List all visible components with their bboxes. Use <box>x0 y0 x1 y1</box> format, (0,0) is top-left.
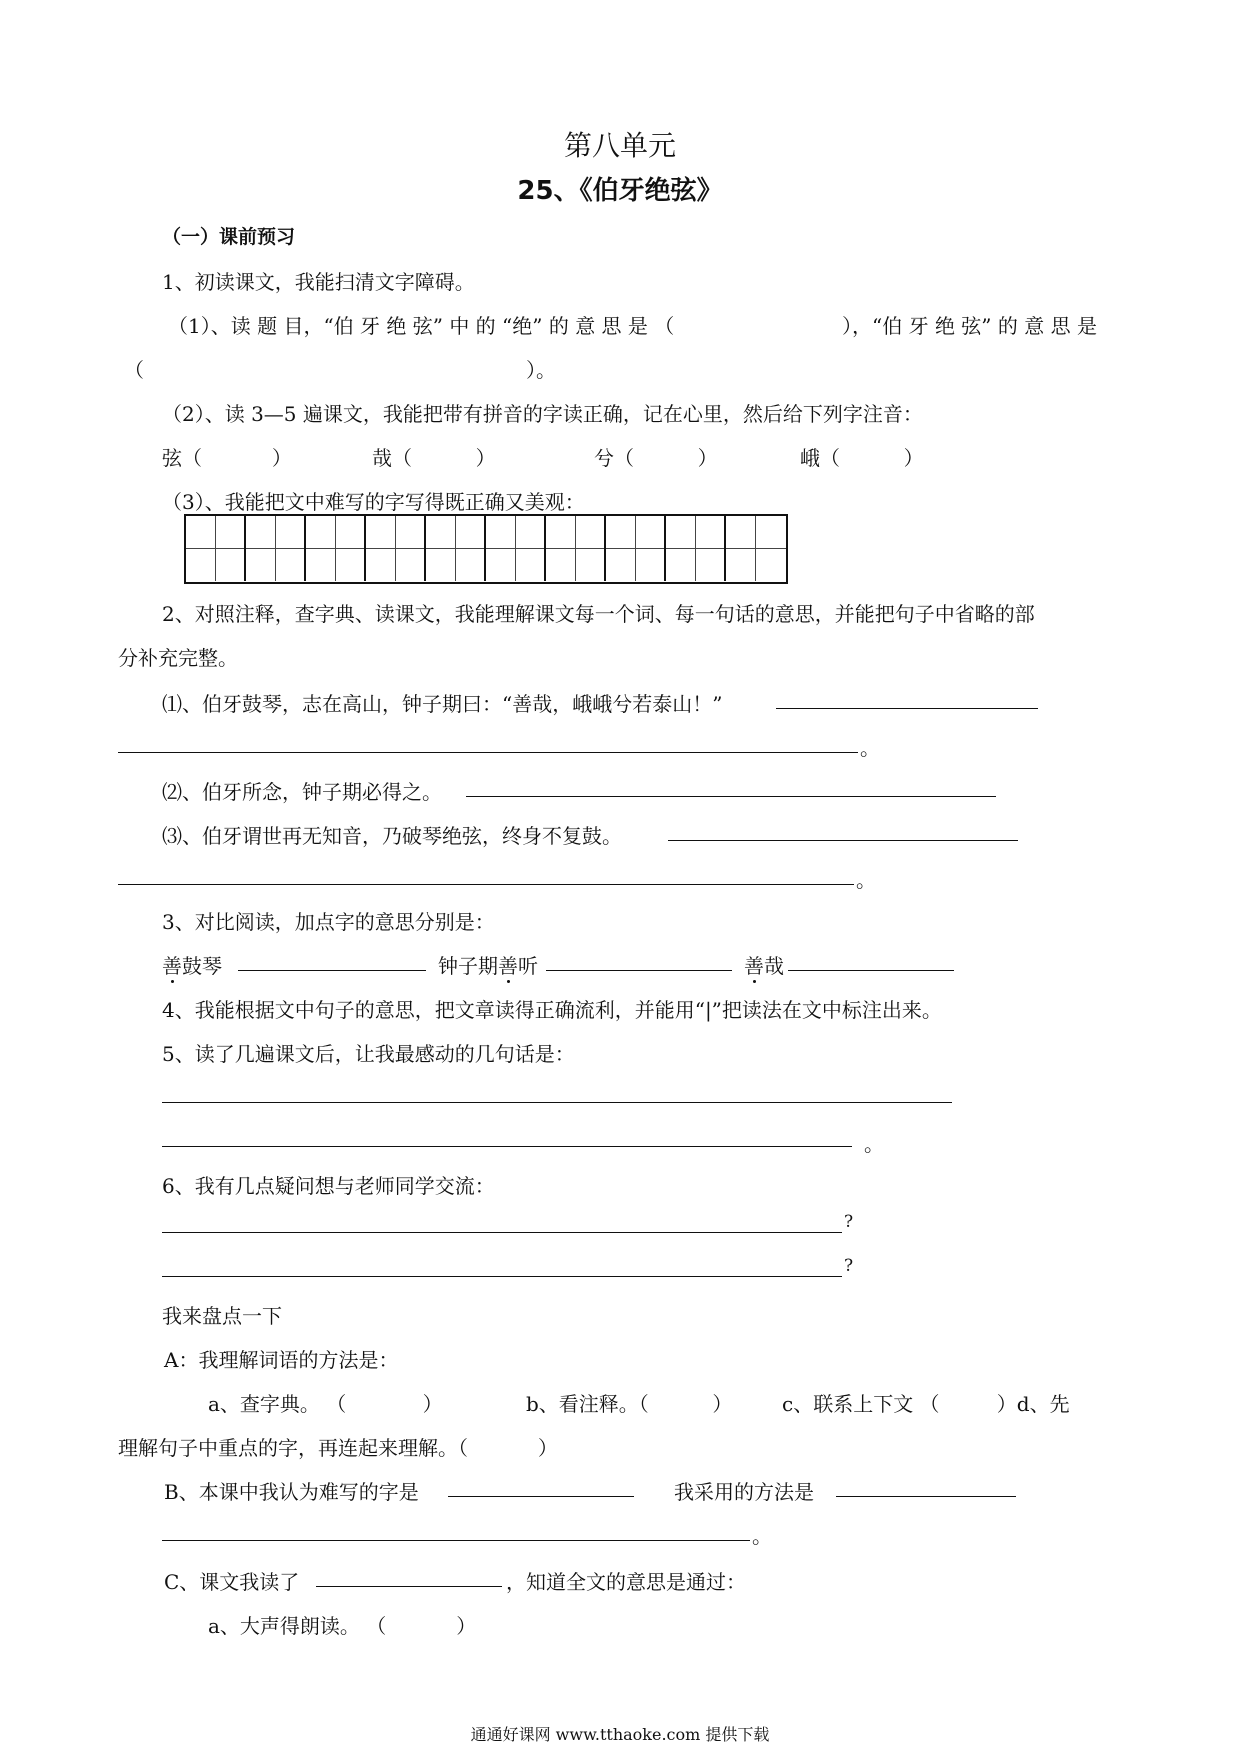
answer-line[interactable] <box>118 884 854 885</box>
q4-text: 4、我能根据文中句子的意思，把文章读得正确流利，并能用“|”把读法在文中标注出来。 <box>162 998 942 1022</box>
q1-sub1-b: ），“伯 牙 绝 弦” 的 意 思 是 <box>842 314 1097 338</box>
q2-sentence-3: ⑶、伯牙谓世再无知音，乃破琴绝弦，终身不复鼓。 <box>162 824 622 848</box>
footer-credit: 通通好课网 www.tthaoke.com 提供下载 <box>470 1725 770 1744</box>
q1-sub1-open: （ <box>124 358 144 382</box>
grid-cell[interactable] <box>606 516 666 581</box>
answer-line[interactable] <box>466 796 996 797</box>
review-b-mid: 我采用的方法是 <box>674 1480 814 1504</box>
q2-sentence-2: ⑵、伯牙所念，钟子期必得之。 <box>162 780 442 804</box>
period: 。 <box>860 736 880 760</box>
answer-line[interactable] <box>836 1496 1016 1497</box>
period: 。 <box>864 1132 884 1156</box>
answer-line[interactable] <box>162 1146 852 1147</box>
answer-line[interactable] <box>238 970 426 971</box>
q6-text: 6、我有几点疑问想与老师同学交流： <box>162 1174 495 1198</box>
pinyin-item: 弦（ ） <box>162 446 292 470</box>
method-d-cont: 理解句子中重点的字，再连起来理解。（ ） <box>118 1436 558 1460</box>
grid-cell[interactable] <box>306 516 366 581</box>
answer-line[interactable] <box>448 1496 634 1497</box>
method-c: c、联系上下文 （ ）d、先 <box>782 1392 1070 1416</box>
pinyin-item: 哉（ ） <box>372 446 496 470</box>
grid-cell[interactable] <box>486 516 546 581</box>
method-b: b、看注释。（ ） <box>526 1392 733 1416</box>
review-c-a: a、大声得朗读。 （ ） <box>208 1614 477 1638</box>
answer-line[interactable] <box>162 1540 750 1541</box>
q3-item-c: 善哉 <box>744 954 784 978</box>
answer-line[interactable] <box>316 1586 502 1587</box>
grid-cell[interactable] <box>546 516 606 581</box>
answer-line[interactable] <box>776 708 1038 709</box>
q1-sub1-close: ）。 <box>526 358 556 382</box>
pinyin-item: 峨（ ） <box>800 446 924 470</box>
q2-sentence-1: ⑴、伯牙鼓琴，志在高山，钟子期曰：“善哉，峨峨兮若泰山！” <box>162 692 723 716</box>
method-a: a、查字典。 （ ） <box>208 1392 443 1416</box>
q1-sub1-a: （1）、读 题 目，“伯 牙 绝 弦” 中 的 “绝” 的 意 思 是 （ <box>168 314 675 338</box>
review-b-text: B、本课中我认为难写的字是 <box>164 1480 419 1504</box>
q2-text: 2、对照注释，查字典、读课文，我能理解课文每一个词、每一句话的意思，并能把句子中省略的部 <box>162 602 1035 626</box>
unit-title: 第八单元 <box>563 129 676 162</box>
lesson-title: 25、《伯牙绝弦》 <box>517 176 723 206</box>
section-title: （一）课前预习 <box>162 226 296 248</box>
answer-line[interactable] <box>162 1232 842 1233</box>
q1-text: 1、初读课文，我能扫清文字障碍。 <box>162 270 475 294</box>
pinyin-item: 兮（ ） <box>594 446 718 470</box>
grid-cell[interactable] <box>366 516 426 581</box>
q3-item-a: 善鼓琴 <box>162 954 222 978</box>
grid-cell[interactable] <box>426 516 486 581</box>
q3-text: 3、对比阅读，加点字的意思分别是： <box>162 910 495 934</box>
q3-item-b: 钟子期善听 <box>438 954 538 978</box>
writing-grid[interactable] <box>184 514 788 584</box>
grid-cell[interactable] <box>246 516 306 581</box>
q2-text-cont: 分补充完整。 <box>118 646 238 670</box>
review-a-label: A：我理解词语的方法是： <box>164 1348 399 1372</box>
grid-cell[interactable] <box>186 516 246 581</box>
grid-cell[interactable] <box>726 516 786 581</box>
answer-line[interactable] <box>118 752 858 753</box>
q1-sub3: （3）、我能把文中难写的字写得既正确又美观： <box>162 490 585 514</box>
question-mark: ? <box>844 1256 854 1276</box>
answer-line[interactable] <box>546 970 732 971</box>
review-c-post: ，知道全文的意思是通过： <box>506 1570 746 1594</box>
period: 。 <box>752 1524 772 1548</box>
grid-cell[interactable] <box>666 516 726 581</box>
answer-line[interactable] <box>668 840 1018 841</box>
question-mark: ? <box>844 1212 854 1232</box>
answer-line[interactable] <box>162 1102 952 1103</box>
period: 。 <box>856 868 876 892</box>
q5-text: 5、读了几遍课文后，让我最感动的几句话是： <box>162 1042 575 1066</box>
answer-line[interactable] <box>162 1276 842 1277</box>
q1-sub2: （2）、读 3—5 遍课文，我能把带有拼音的字读正确，记在心里，然后给下列字注音： <box>162 402 923 426</box>
answer-line[interactable] <box>788 970 954 971</box>
review-title: 我来盘点一下 <box>162 1304 282 1328</box>
review-c-text: C、课文我读了 <box>164 1570 300 1594</box>
